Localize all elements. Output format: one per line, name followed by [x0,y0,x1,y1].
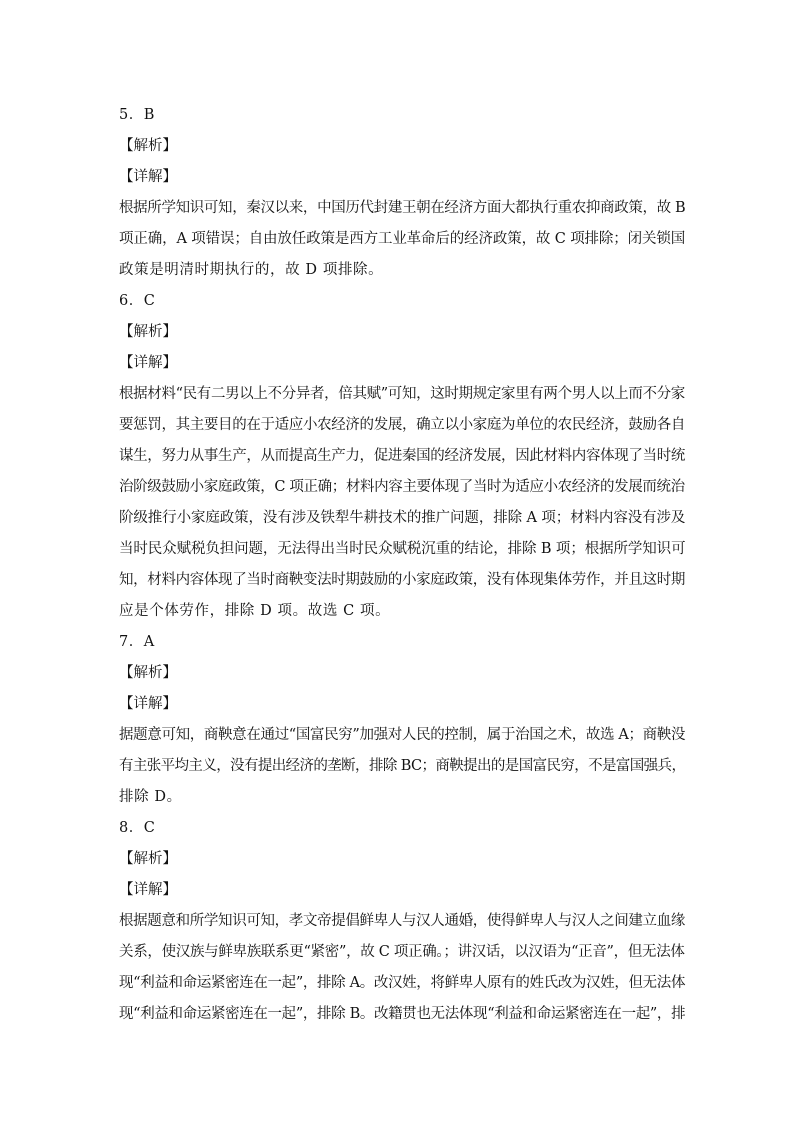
explanation-paragraph [119,720,685,813]
text-line: 有主张平均主义，没有提出经济的垄断，排除 BC；商鞅提出的是国富民穷，不是富国强兵， [119,758,686,774]
text-line: 项正确，A 项错误；自由放任政策是西方工业革命后的经济政策，故 C 项排除；闭关锁国 [119,231,686,247]
text-line: 现“利益和命运紧密连在一起”，排除 A。改汉姓，将鲜卑人原有的姓氏改为汉姓，但无法体 [119,975,686,991]
answer-label: 8．C [119,820,156,836]
text-line: 根据材料“民有二男以上不分异者，倍其赋”可知，这时期规定家里有两个男人以上而不分家 [119,386,685,402]
detail-tag: 【详解】 [119,696,177,712]
text-line: 据题意可知，商鞅意在通过“国富民穷”加强对人民的控制，属于治国之术，故选 A；商鞅没 [119,727,686,743]
text-line: 关系，使汉族与鲜卑族联系更“紧密”，故 C 项正确。；讲汉话，以汉语为“正音”，但无法体 [119,944,685,960]
answer-label: 5．B [119,107,155,123]
explanation-paragraph [119,379,685,627]
text-line: 阶级推行小家庭政策，没有涉及铁犁牛耕技术的推广问题，排除 A 项；材料内容没有涉及 [119,510,686,526]
question-block-8 [119,813,685,1030]
question-block-5 [119,100,685,286]
text-line: 知，材料内容体现了当时商鞅变法时期鼓励的小家庭政策，没有体现集体劳作，并且这时期 [119,572,685,588]
text-line: 治阶级鼓励小家庭政策，C 项正确；材料内容主要体现了当时为适应小农经济的发展而统治 [119,479,685,495]
text-line: 政策是明清时期执行的，故 D 项排除。 [119,262,384,278]
detail-tag: 【详解】 [119,355,177,371]
question-block-7 [119,627,685,813]
text-line: 当时民众赋税负担问题，无法得出当时民众赋税沉重的结论，排除 B 项；根据所学知识可 [119,541,686,557]
text-line: 应是个体劳作，排除 D 项。故选 C 项。 [119,603,391,619]
text-line: 根据题意和所学知识可知，孝文帝提倡鲜卑人与汉人通婚，使得鲜卑人与汉人之间建立血缘 [119,913,685,929]
analysis-tag: 【解析】 [119,851,177,867]
analysis-tag: 【解析】 [119,324,177,340]
answer-content [119,100,685,1030]
text-line: 现“利益和命运紧密连在一起”，排除 B。改籍贯也无法体现“利益和命运紧密连在一起”，排 [119,1006,686,1022]
explanation-paragraph [119,193,685,286]
text-line: 根据所学知识可知，秦汉以来，中国历代封建王朝在经济方面大都执行重农抑商政策，故 B [119,200,686,216]
analysis-tag: 【解析】 [119,665,177,681]
answer-label: 6．C [119,293,156,309]
detail-tag: 【详解】 [119,882,177,898]
answer-label: 7．A [119,634,155,650]
analysis-tag: 【解析】 [119,138,177,154]
text-line: 要惩罚，其主要目的在于适应小农经济的发展，确立以小家庭为单位的农民经济，鼓励各自 [119,417,685,433]
question-block-6 [119,286,685,627]
text-line: 排除 D。 [119,789,182,805]
detail-tag: 【详解】 [119,169,177,185]
explanation-paragraph [119,906,685,1030]
text-line: 谋生，努力从事生产，从而提高生产力，促进秦国的经济发展，因此材料内容体现了当时统 [119,448,685,464]
